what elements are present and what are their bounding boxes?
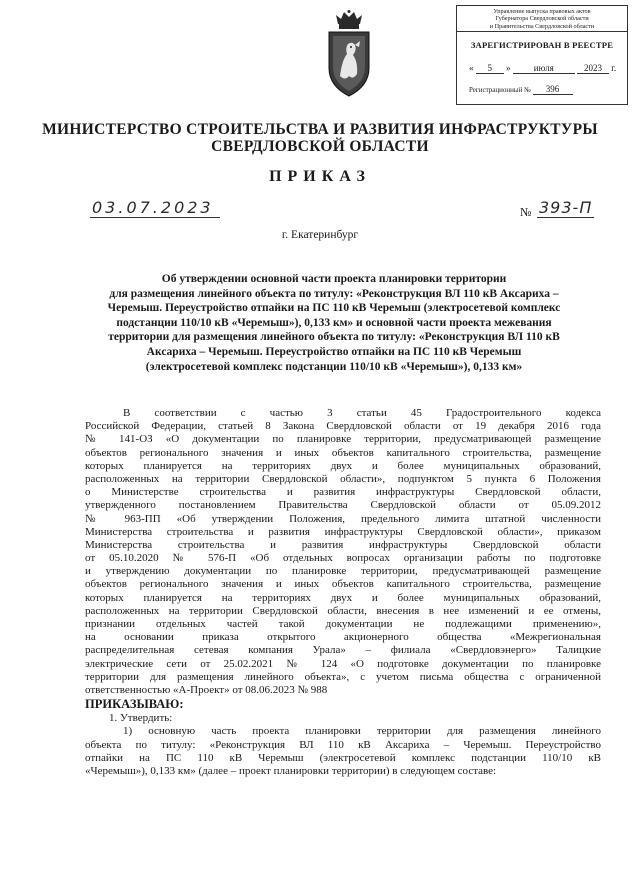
stamp-registration [457,84,627,95]
stamp-reg-number: 396 [533,84,573,95]
ministry-line-2: СВЕРДЛОВСКОЙ ОБЛАСТИ [211,138,429,155]
stamp-header-line: Губернатора Свердловской области [495,15,589,23]
body-line: которых планируется на территориях двух и более муниципальных образований, [85,591,601,604]
crown-icon [336,10,362,29]
stamp-header-line: Управление выпуска правовых актов [493,8,591,15]
sub-item-line: объекта по титулу: «Реконструкция ВЛ 110 кВ Аксариха – Черемыш. Переустройство [85,738,601,751]
body-line: ответственностью «А-Проект» от 08.06.2023 № 988 [85,683,328,696]
body-line: расположенных на территории Свердловской области, внесения в нее изменений и ее отмены, [85,604,601,617]
body-line: признании отдельных частей такой документации не подлежащими применению», [85,618,601,630]
stamp-title: ЗАРЕГИСТРИРОВАН В РЕЕСТРЕ [470,40,614,51]
order-number-label: № [520,205,532,219]
registration-stamp [456,5,628,105]
stamp-date-day: 5 [476,63,504,74]
body-line: Российской Федерации, статьей 8 Закона Свердловской области от 19 декабря 2016 года [85,420,601,433]
subject-line: Черемыш. Переустройство отпайки на ПС 110 кВ Черемыш (электросетевой комплекс [107,302,561,315]
stamp-header [457,6,627,32]
step-1: 1. Утвердить: [109,712,173,725]
stamp-date-year: 2023 [577,63,609,74]
subject-line: территории для размещения линейного объекта по титулу: «Реконструкция ВЛ 110 кВ [108,331,560,344]
body-line: объектов регионального значения и иных объектов капитального строительства, размещение [85,578,601,591]
coat-of-arms-icon [325,10,373,102]
order-title: ПРИКАЗ [269,168,371,185]
subject-line: (электросетевой комплекс подстанции 110/10 кВ «Черемыш»), 0,133 км» [145,360,523,373]
order-body [85,407,601,778]
body-line: и утверждению документации по планировке территории, предусматривающей размещение [85,565,601,578]
body-line: на основании приказа открытого акционерного общества «Межрегиональная [85,631,601,644]
body-line: объектов регионального значения и иных объектов капитального строительства, размещение [85,446,601,459]
body-line: от 05.10.2020 № 576-П «Об отдельных вопросах организации работы по подготовке [85,552,601,565]
subject-line: для размещения линейного объекта по титулу: «Реконструкция ВЛ 110 кВ Аксариха – [109,287,559,300]
ministry-line-1: МИНИСТЕРСТВО СТРОИТЕЛЬСТВА И РАЗВИТИЯ ИНФРАСТРУКТУРЫ [42,121,598,138]
sub-item-line: 1) основную часть проекта планировки территории для размещения линейного [123,725,601,738]
stamp-reg-label: Регистрационный [469,86,523,95]
stamp-date-month: июля [513,63,575,74]
body-line: утвержденного постановлением Правительства Свердловской области от 05.09.2012 [85,499,601,512]
handwritten-date: 03.07.2023 [90,198,220,218]
body-line: распределительная сетевая компания Урала» – филиала «Свердловэнерго» Талицкие [85,644,601,657]
ministry-name [0,121,640,155]
subject-line: Аксариха – Черемыш. Переустройство отпайки на ПС 110 кВ Черемыш [146,345,522,358]
prikazyvayu-heading: ПРИКАЗЫВАЮ: [85,697,184,712]
subject-line: Об утверждении основной части проекта планировки территории [161,273,507,285]
city: г. Екатеринбург [281,229,359,241]
body-line: № 963-ПП «Об утверждении Положения, предельного лимита штатной численности [85,512,601,525]
stamp-reg-no-sign: № [524,86,531,95]
stamp-date-suffix: г. [611,63,617,74]
body-line: Министерства строительства и развития инфраструктуры Свердловской области [85,538,601,551]
body-line: электрические сети от 25.02.2021 № 124 «О подготовке документации по планировке [85,657,601,670]
stamp-header-line: и Правительства Свердловской области [489,22,595,30]
body-line: Министерства строительства и развития инфраструктуры Свердловской области», приказом [85,525,601,538]
body-line: расположенных на территории Свердловской области», подпунктом 5 пункта 6 Положения [85,472,601,485]
body-line: территории для размещения линейного объекта», с учетом письма общества с ограниченной [85,670,601,683]
body-line: о Министерстве строительства и развития инфраструктуры Свердловской области, [85,486,601,499]
body-line: которых планируется на территориях двух и более муниципальных образований, [85,459,601,472]
body-line: № 141-ОЗ «О документации по планировке территории, предусматривающей размещение [85,433,601,446]
handwritten-order-number: 393-П [539,198,593,217]
order-subject [74,272,594,374]
stamp-date-close-quote: » [506,63,511,74]
stamp-date-open-quote: « [469,63,474,74]
stamp-date [457,63,627,74]
subject-line: подстанции 110/10 кВ «Черемыш»), 0,133 км» и основной части проекта межевания [116,316,552,329]
sub-item-line: «Черемыш»), 0,133 км» (далее – проект планировки территории) в следующем составе: [85,764,497,777]
sub-item-line: отпайки на ПС 110 кВ Черемыш (электросетевой комплекс подстанции 110/10 кВ [85,751,601,764]
body-line: В соответствии с частью 3 статьи 45 Градостроительного кодекса [123,407,601,419]
